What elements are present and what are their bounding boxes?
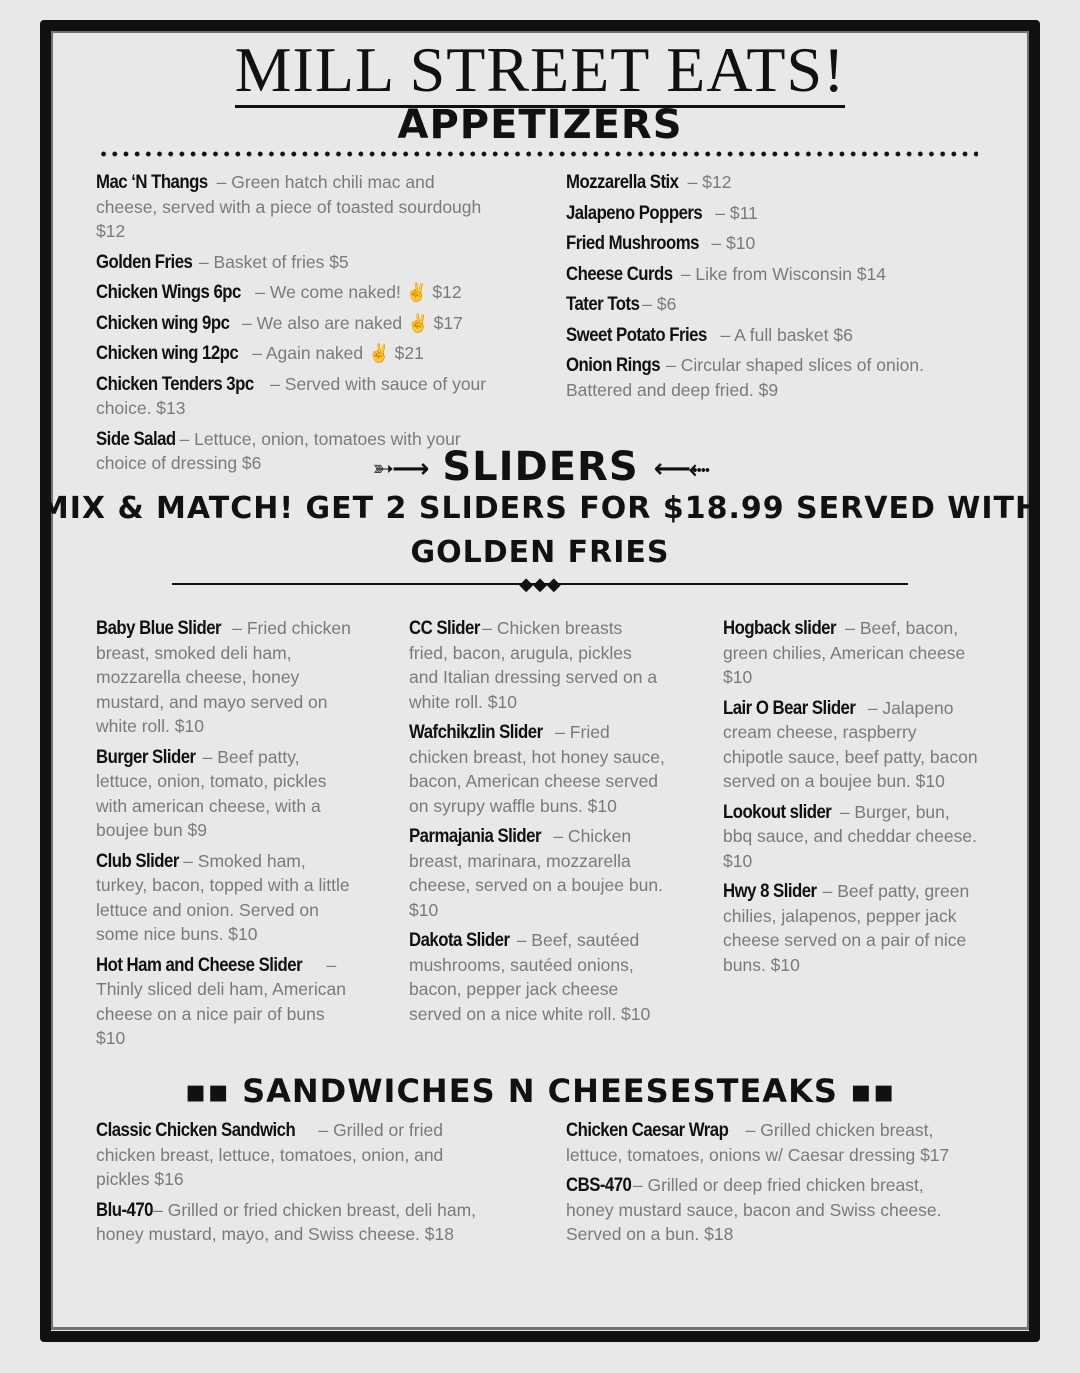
- menu-item-name: Lair O Bear Slider: [723, 696, 856, 719]
- appetizers-heading: APPETIZERS: [397, 102, 683, 148]
- dotted-divider: [98, 150, 978, 158]
- menu-item-description: – Again naked ✌ $21: [247, 343, 424, 363]
- sliders-heading-row: [0, 444, 1080, 492]
- menu-item-name: Hogback slider: [723, 617, 837, 639]
- menu-item-name: Onion Rings: [566, 354, 661, 376]
- menu-item-name: Baby Blue Slider: [96, 617, 222, 639]
- menu-item-description: – $11: [710, 202, 758, 223]
- menu-item: [566, 353, 966, 402]
- menu-item: [96, 250, 496, 275]
- sliders-column-1: [96, 616, 352, 1057]
- menu-item-name: Mac ‘N Thangs: [96, 171, 208, 193]
- sliders-heading: SLIDERS: [442, 444, 639, 490]
- menu-item: [566, 1173, 966, 1247]
- menu-item-description: – Grilled or fried chicken breast, lettuce, tomatoes, onion, and pickles $16: [96, 1120, 444, 1189]
- menu-item-description: – Served with sauce of your choice. $13: [96, 373, 487, 418]
- menu-item-description: – Green hatch chili mac and cheese, served with a piece of toasted sourdough $12: [96, 172, 482, 241]
- menu-item: [96, 1198, 496, 1247]
- menu-item-description: – Smoked ham, turkey, bacon, topped with a little lettuce and onion. Served on some nice buns. $10: [96, 850, 350, 944]
- menu-item-name: Mozzarella Stix: [566, 171, 679, 193]
- sliders-promo-line1: MIX & MATCH! GET 2 SLIDERS FOR $18.99 SERVED WITH: [38, 491, 1042, 526]
- menu-item-description: – Beef patty, green chilies, jalapenos, pepper jack cheese served on a pair of nice buns. $10: [723, 881, 970, 975]
- menu-item-description: – A full basket $6: [715, 324, 853, 345]
- menu-item: [96, 170, 496, 244]
- appetizers-right-column: [566, 170, 966, 408]
- menu-item-name: Golden Fries: [96, 250, 193, 273]
- menu-item-description: – We come naked! ✌ $12: [250, 282, 462, 302]
- menu-item-description: – Thinly sliced deli ham, American cheese on a nice pair of buns $10: [96, 954, 346, 1048]
- menu-item-description: – We also are naked ✌ $17: [237, 312, 463, 333]
- menu-item-description: – Fried chicken breast, smoked deli ham, mozzarella cheese, honey mustard, and mayo served on white roll. $10: [96, 618, 351, 736]
- menu-item-description: – Like from Wisconsin $14: [675, 263, 887, 284]
- menu-item: [96, 372, 496, 421]
- menu-item-description: – $10: [706, 233, 756, 253]
- menu-item-name: Club Slider: [96, 849, 179, 872]
- menu-item-name: Chicken Wings 6pc: [96, 281, 241, 303]
- arrow-right-icon: ➳⟶: [372, 454, 428, 484]
- menu-item: [566, 262, 966, 287]
- menu-item: [96, 280, 496, 305]
- menu-item: [96, 616, 352, 739]
- menu-item-name: Parmajania Slider: [409, 825, 541, 847]
- menu-item: [96, 1118, 496, 1192]
- menu-item-name: CBS-470: [566, 1174, 632, 1196]
- menu-item-description: – Basket of fries $5: [194, 251, 349, 272]
- menu-item: [566, 231, 966, 256]
- menu-item-name: Dakota Slider: [409, 929, 510, 951]
- menu-item: [723, 696, 979, 794]
- menu-item-name: Sweet Potato Fries: [566, 323, 707, 346]
- menu-item-description: – Beef patty, lettuce, onion, tomato, pickles with american cheese, with a boujee bun $9: [96, 746, 327, 840]
- menu-item-description: – Fried chicken breast, hot honey sauce, bacon, American cheese served on syrupy waffle buns. $10: [409, 722, 665, 816]
- menu-item: [409, 720, 665, 818]
- menu-item: [96, 745, 352, 843]
- sandwiches-right-column: [566, 1118, 966, 1253]
- menu-item-name: Burger Slider: [96, 745, 196, 768]
- menu-item-description: – $6: [637, 294, 677, 314]
- sliders-column-3: [723, 616, 979, 983]
- menu-item-description: – Grilled chicken breast, lettuce, tomatoes, onions w/ Caesar dressing $17: [566, 1120, 950, 1165]
- menu-item-description: – $12: [682, 172, 732, 192]
- menu-item: [566, 323, 966, 348]
- menu-item: [566, 170, 966, 195]
- arrow-left-icon: ⟵⬸: [653, 454, 708, 484]
- menu-item-name: Hot Ham and Cheese Slider: [96, 953, 303, 976]
- menu-item-name: Hwy 8 Slider: [723, 880, 817, 902]
- menu-item-name: Chicken Caesar Wrap: [566, 1119, 729, 1141]
- menu-item-description: – Burger, bun, bbq sauce, and cheddar cheese. $10: [723, 801, 977, 871]
- appetizers-left-column: [96, 170, 496, 482]
- menu-item-name: Fried Mushrooms: [566, 232, 699, 254]
- restaurant-title: MILL STREET EATS!: [0, 30, 1080, 110]
- menu-item-description: – Chicken breast, marinara, mozzarella cheese, served on a boujee bun. $10: [409, 826, 663, 920]
- menu-item-name: Lookout slider: [723, 800, 832, 823]
- sliders-column-2: [409, 616, 665, 1032]
- menu-item: [566, 201, 966, 226]
- menu-item: [409, 928, 665, 1026]
- menu-item-description: – Jalapeno cream cheese, raspberry chipotle sauce, beef patty, bacon served on a boujee bun. $10: [723, 697, 978, 791]
- menu-item-description: – Circular shaped slices of onion. Battered and deep fried. $9: [566, 355, 924, 400]
- menu-item-name: Chicken wing 9pc: [96, 311, 230, 334]
- menu-item: [96, 849, 352, 947]
- menu-item: [96, 953, 352, 1051]
- sliders-promo-line2: GOLDEN FRIES: [410, 535, 670, 570]
- menu-item-name: Wafchikzlin Slider: [409, 721, 543, 743]
- menu-item-name: Chicken Tenders 3pc: [96, 372, 254, 395]
- menu-item-description: – Beef, bacon, green chilies, American cheese $10: [723, 618, 966, 687]
- menu-item: [96, 311, 496, 336]
- sandwiches-left-column: [96, 1118, 496, 1253]
- menu-item: [409, 616, 665, 714]
- menu-item-name: Blu-470: [96, 1198, 153, 1221]
- menu-item: [723, 616, 979, 690]
- menu-item-description: – Grilled or deep fried chicken breast, honey mustard sauce, bacon and Swiss cheese. Served on a bun. $18: [566, 1175, 942, 1244]
- menu-item: [409, 824, 665, 922]
- dash-ornament-right-icon: ▪▪: [850, 1072, 896, 1110]
- menu-item-name: Tater Tots: [566, 293, 640, 315]
- menu-item: [723, 800, 979, 874]
- menu-item-name: Chicken wing 12pc: [96, 342, 239, 364]
- menu-item-name: Jalapeno Poppers: [566, 201, 703, 224]
- sandwiches-heading-row: [0, 1069, 1080, 1113]
- sandwiches-heading: SANDWICHES N CHEESESTEAKS: [242, 1072, 838, 1110]
- menu-item-description: – Lettuce, onion, tomatoes with your choice of dressing $6: [96, 428, 461, 473]
- dash-ornament-left-icon: ▪▪: [184, 1072, 230, 1110]
- menu-item-description: – Chicken breasts fried, bacon, arugula, pickles and Italian dressing served on a white roll. $10: [409, 618, 658, 712]
- menu-item-description: – Grilled or fried chicken breast, deli ham, honey mustard, mayo, and Swiss cheese. $18: [96, 1199, 477, 1244]
- menu-item-name: Side Salad: [96, 427, 176, 450]
- menu-item-description: – Beef, sautéed mushrooms, sautéed onions, bacon, pepper jack cheese served on a nice white roll. $10: [409, 930, 651, 1024]
- menu-item: [723, 879, 979, 977]
- menu-item-name: Classic Chicken Sandwich: [96, 1119, 296, 1141]
- diamond-ornament-icon: ◆◆◆: [519, 574, 561, 594]
- menu-item: [566, 292, 966, 317]
- menu-item-name: CC Slider: [409, 617, 480, 639]
- menu-item: [566, 1118, 966, 1167]
- menu-item: [96, 341, 496, 366]
- menu-item-name: Cheese Curds: [566, 262, 673, 285]
